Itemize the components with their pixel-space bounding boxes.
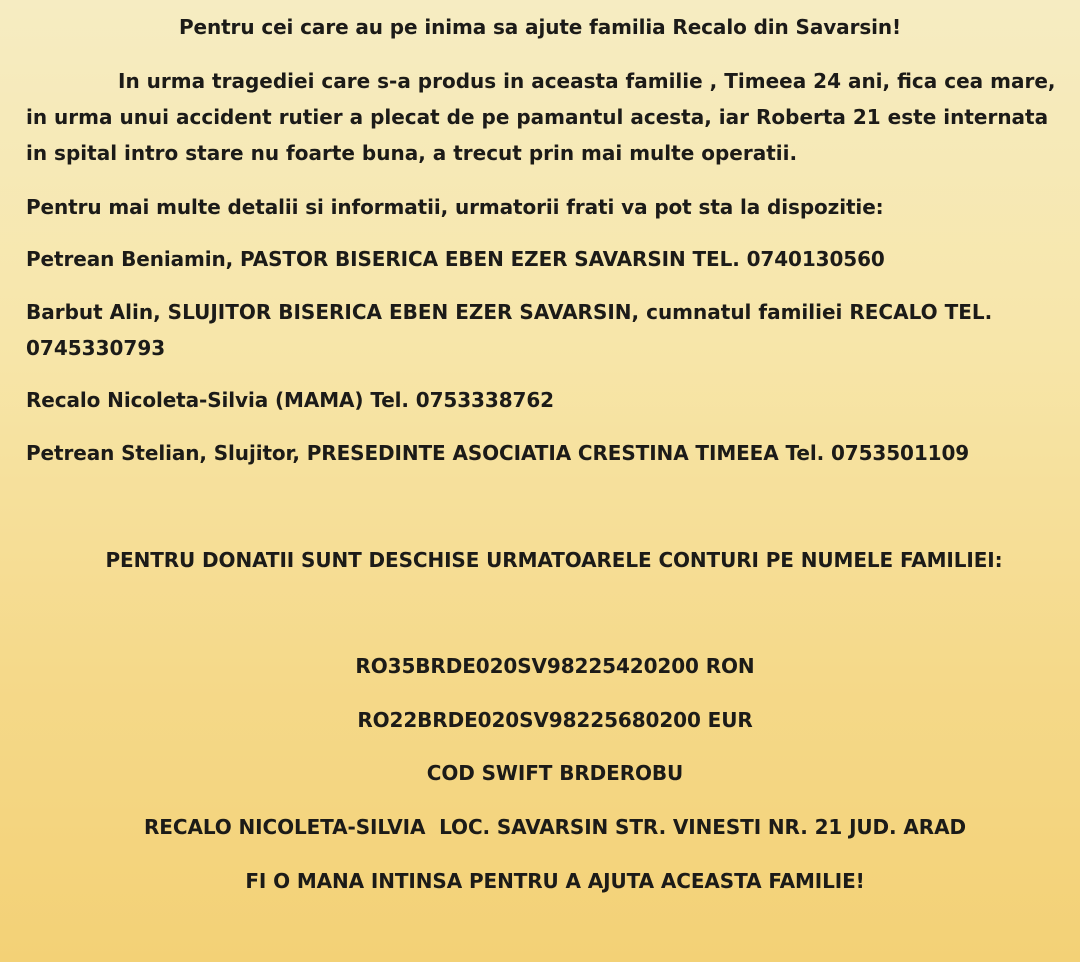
contact-line — [26, 241, 885, 277]
intro-paragraph: In urma tragediei care s-a produs in aceasta familie , Timeea 24 ani, fica cea mare, in urma unui accident rutier a plecat de pe pamantul acesta, iar Roberta 21 este internata in spital intro stare nu foarte buna, a trecut prin mai multe operatii. — [26, 69, 1056, 165]
contact-line — [26, 382, 554, 418]
contact-line — [26, 294, 1056, 366]
contact-name: Petrean Beniamin, — [26, 247, 234, 271]
account-holder: RECALO NICOLETA-SILVIA LOC. SAVARSIN STR. VINESTI NR. 21 JUD. ARAD — [144, 815, 966, 839]
contact-details: (MAMA) Tel. 0753338762 — [268, 388, 554, 412]
account-ron: RO35BRDE020SV98225420200 RON — [355, 654, 755, 678]
contact-line — [26, 435, 969, 471]
account-eur: RO22BRDE020SV98225680200 EUR — [357, 708, 753, 732]
contact-details: PRESEDINTE ASOCIATIA CRESTINA TIMEEA Tel. 0753501109 — [299, 441, 970, 465]
contacts-intro: Pentru mai multe detalii si informatii, urmatorii frati va pot sta la dispozitie: — [26, 195, 884, 219]
contact-details: PASTOR BISERICA EBEN EZER SAVARSIN TEL. 0740130560 — [233, 247, 885, 271]
contact-name: Barbut Alin, — [26, 300, 161, 324]
closing-line: FI O MANA INTINSA PENTRU A AJUTA ACEASTA FAMILIE! — [245, 869, 865, 893]
contact-name: Recalo Nicoleta-Silvia — [26, 388, 269, 412]
page-title: Pentru cei care au pe inima sa ajute familia Recalo din Savarsin! — [178, 15, 902, 39]
donations-heading: PENTRU DONATII SUNT DESCHISE URMATOARELE CONTURI PE NUMELE FAMILIEI: — [105, 548, 1003, 572]
contact-name: Petrean Stelian, Slujitor, — [26, 441, 300, 465]
swift-code: COD SWIFT BRDEROBU — [426, 761, 684, 785]
contact-details: SLUJITOR BISERICA EBEN EZER SAVARSIN, cumnatul familiei RECALO TEL. 0745330793 — [26, 300, 993, 360]
